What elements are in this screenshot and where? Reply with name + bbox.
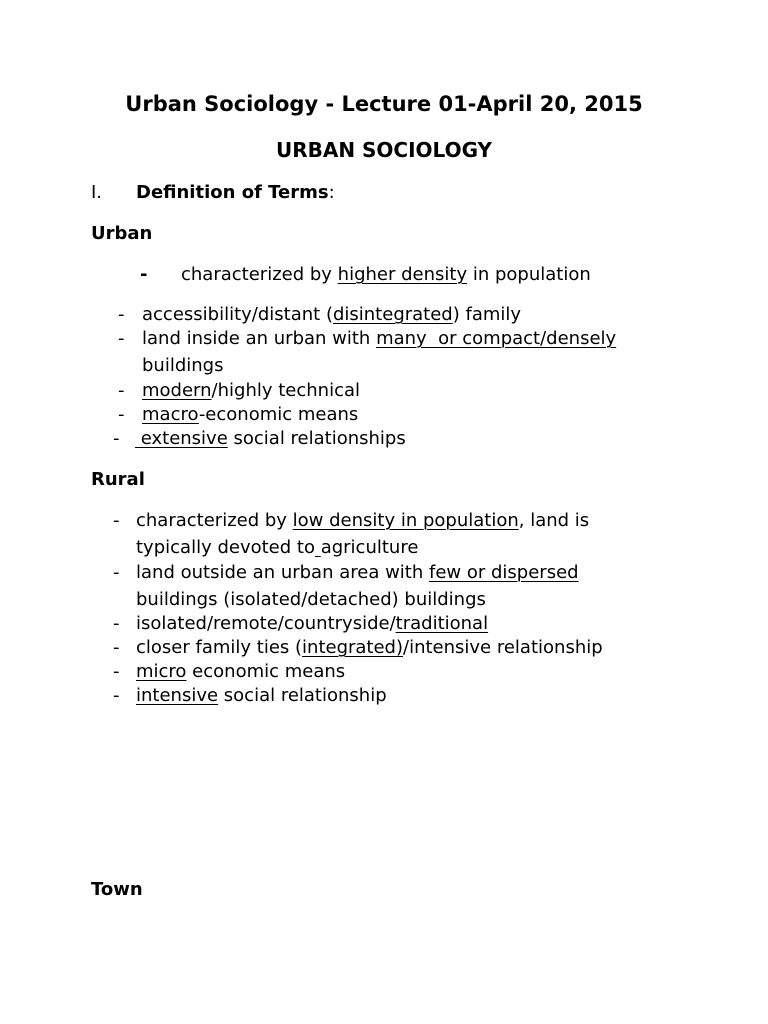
urban-item-3-dash: -	[118, 380, 125, 401]
rural-item-4-underlined: integrated)	[302, 637, 404, 658]
rural-item-2-continuation: buildings (isolated/detached) buildings	[136, 589, 486, 610]
urban-item-1-post: ) family	[452, 304, 522, 325]
urban-item-1-pre: accessibility/distant (	[142, 304, 333, 325]
rural-item-4-dash: -	[113, 637, 120, 658]
urban-item-4-underlined: macro	[142, 404, 199, 425]
section-numeral: I.	[91, 182, 103, 203]
section-title-colon: :	[328, 182, 335, 203]
urban-item-5-underlined: extensive	[135, 428, 228, 449]
rural-item-2-underlined: few or dispersed	[429, 562, 579, 583]
urban-first-post: in population	[467, 264, 591, 285]
urban-first-underlined: higher density	[337, 264, 468, 285]
section-title-text: Definition of Terms	[136, 182, 329, 203]
section-title	[136, 182, 335, 203]
rural-item-1-underlined: low density in population	[292, 510, 519, 531]
urban-first-item	[181, 264, 591, 285]
rural-item-1-post: , land is	[518, 510, 590, 531]
rural-item-2-pre: land outside an urban area with	[136, 562, 429, 583]
rural-label: Rural	[91, 469, 145, 490]
urban-item-3-underlined: modern	[142, 380, 212, 401]
urban-item-2	[142, 328, 616, 349]
town-label: Town	[91, 879, 143, 900]
urban-item-2-dash: -	[118, 328, 125, 349]
urban-item-5-dash: -	[113, 428, 120, 449]
urban-item-3-post: /highly technical	[211, 380, 361, 401]
rural-item-6-post: social relationship	[218, 685, 387, 706]
urban-item-1-dash: -	[118, 304, 125, 325]
urban-item-4-dash: -	[118, 404, 125, 425]
document-title: Urban Sociology - Lecture 01-April 20, 2015	[125, 92, 643, 116]
urban-item-5	[135, 428, 406, 449]
rural-item-3	[136, 613, 488, 634]
rural-item-2-dash: -	[113, 562, 120, 583]
rural-item-5-post: economic means	[186, 661, 346, 682]
rural-item-1-cont-pre: typically devoted to	[136, 537, 315, 558]
urban-item-4	[142, 404, 358, 425]
rural-item-3-underlined: traditional	[395, 613, 489, 634]
urban-item-1	[142, 304, 521, 325]
rural-item-4-post: /intensive relationship	[403, 637, 603, 658]
rural-item-6	[136, 685, 387, 706]
rural-item-2	[136, 562, 579, 583]
rural-item-5-dash: -	[113, 661, 120, 682]
rural-item-1	[136, 510, 589, 531]
urban-item-2-underlined: many or compact/densely	[376, 328, 617, 349]
urban-item-1-underlined: disintegrated	[332, 304, 453, 325]
rural-item-4	[136, 637, 603, 658]
document-heading: URBAN SOCIOLOGY	[275, 138, 493, 162]
urban-first-pre: characterized by	[181, 264, 338, 285]
urban-first-dash: -	[140, 264, 148, 285]
rural-item-6-dash: -	[113, 685, 120, 706]
rural-item-1-continuation	[136, 537, 418, 558]
rural-item-4-pre: closer family ties (	[136, 637, 303, 658]
urban-item-3	[142, 380, 360, 401]
rural-item-6-underlined: intensive	[136, 685, 219, 706]
rural-item-3-pre: isolated/remote/countryside/	[136, 613, 396, 634]
rural-item-1-cont-post: agriculture	[320, 537, 419, 558]
urban-item-5-post: social relationships	[227, 428, 406, 449]
rural-item-1-dash: -	[113, 510, 120, 531]
urban-item-2-continuation: buildings	[142, 355, 224, 376]
urban-label: Urban	[91, 223, 153, 244]
urban-item-4-post: -economic means	[198, 404, 359, 425]
rural-item-1-pre: characterized by	[136, 510, 293, 531]
rural-item-5-underlined: micro	[136, 661, 187, 682]
rural-item-3-dash: -	[113, 613, 120, 634]
rural-item-5	[136, 661, 345, 682]
urban-item-2-pre: land inside an urban with	[142, 328, 377, 349]
